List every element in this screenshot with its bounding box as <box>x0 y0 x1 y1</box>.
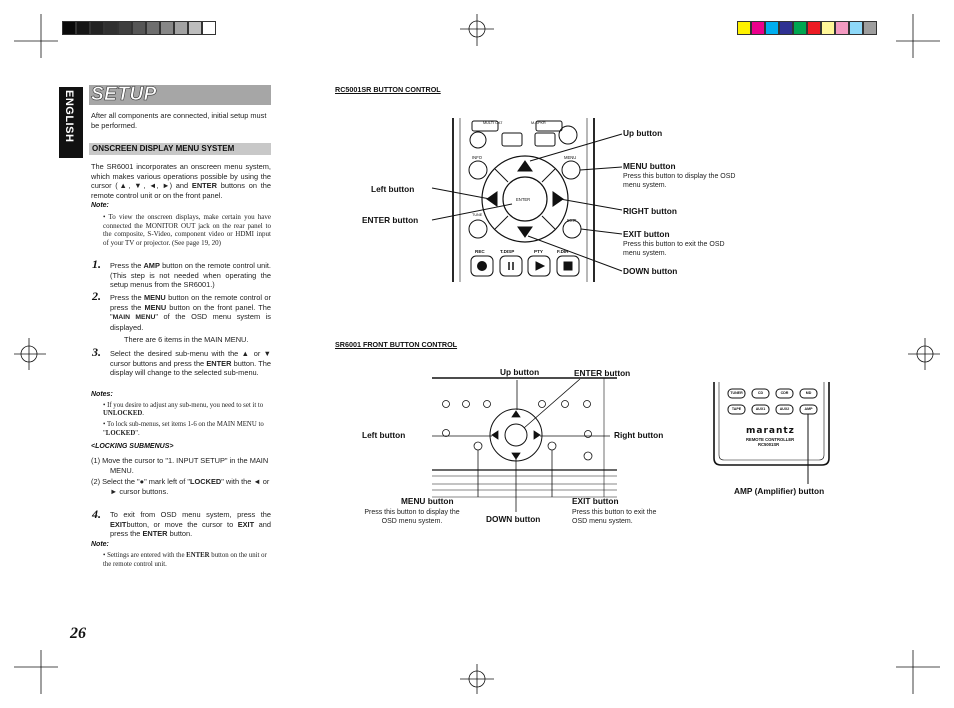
mini-remote-key-label: TUNER <box>730 391 743 395</box>
remote-exit-desc: Press this button to exit the OSD menu system. <box>623 241 725 257</box>
step-4-text-d: button. <box>169 529 193 539</box>
note-text-1: • To view the onscreen displays, make certain you have connected the MONITOR OUT jack on the rear panel to the composite, S-Video, component video or HDMI input of your TV or projector. (See page 19, 20) <box>103 213 271 247</box>
step-2-bold-c: MAIN MENU <box>112 314 156 322</box>
mini-remote-key-label: TAPE <box>731 407 742 411</box>
mini-remote-key-label: AUX2 <box>779 407 790 411</box>
key-enter: ENTER <box>516 197 531 202</box>
key-pty: PTY <box>534 249 543 254</box>
step-2-bold-b: MENU <box>144 302 167 312</box>
mini-remote-caption-2: RC5001SR <box>758 442 780 447</box>
front-menu-desc: Press this button to display the OSD menu system. <box>364 509 460 525</box>
mini-remote-brand: marantz <box>746 426 795 436</box>
locking-item-2-end: " with the ◄ or ► cursor buttons. <box>110 477 270 496</box>
mini-remote-caption-1: REMOTE CONTROLLER <box>746 437 795 442</box>
mini-remote-key-label: CD <box>757 391 764 395</box>
remote-down-label: DOWN button <box>623 266 678 276</box>
page-title: SETUP <box>91 84 157 105</box>
notes-2-item-1: • If you desire to adjust any sub-menu, you need to set it to UNLOCKED. <box>103 402 264 418</box>
language-tab-label: ENGLISH <box>63 90 75 143</box>
page-number: 26 <box>70 625 86 642</box>
remote-right-label: RIGHT button <box>623 206 677 216</box>
remote-diagram-title: RC5001SR BUTTON CONTROL <box>335 85 441 94</box>
mini-remote-key-label: AMP <box>804 407 813 411</box>
key-m-spkr: M-SPKR <box>531 121 546 125</box>
step-1-text-a: Press the <box>110 261 142 270</box>
remote-enter-label: ENTER button <box>362 215 419 225</box>
step-1-bold-a: AMP <box>143 261 160 270</box>
key-tdisp: T.DISP <box>500 249 515 254</box>
notes-2-item-2-end: ". <box>135 429 140 437</box>
step-2-text-a: Press the <box>110 293 142 302</box>
paragraph-text: The SR6001 incorporates an onscreen menu system, which makes various operations possible by using the cursor (▲, ▼, ◄, ►) and <box>91 162 271 191</box>
front-exit-label: EXIT button <box>572 496 619 506</box>
mini-remote-key-label: AUX1 <box>755 407 766 411</box>
step-2-text-b: button on the remote control or press the <box>110 293 271 312</box>
front-menu-label: MENU button <box>401 496 454 506</box>
step-number-1: 1. <box>92 257 101 271</box>
step-4-bold-a: EXIT <box>110 519 127 529</box>
step-1-text-b: button on the remote control unit. (This step is not needed when operating the setup menus from the SR6001.) <box>110 261 271 290</box>
key-menu: MENU <box>564 155 577 160</box>
step-2-extra: There are 6 items in the MAIN MENU. <box>124 335 249 344</box>
notes-2-item-2-text: • To lock sub-menus, set items 1-6 on the MAIN MENU to " <box>103 421 264 437</box>
key-rec: REC <box>475 249 485 254</box>
locking-item-1: (1) Move the cursor to "1. INPUT SETUP" in the MAIN MENU. <box>91 456 269 475</box>
step-2-bold-a: MENU <box>143 293 166 302</box>
key-exit: EXIT <box>567 218 577 223</box>
notes-2-item-1-bold: UNLOCKED <box>103 410 143 418</box>
front-diagram-title: SR6001 FRONT BUTTON CONTROL <box>335 340 458 349</box>
front-right-label: Right button <box>614 430 664 440</box>
step-3-bold-a: ENTER <box>206 358 232 368</box>
notes-2-item-1-text: • If you desire to adjust any sub-menu, you need to set it to <box>103 402 264 409</box>
front-exit-desc: Press this button to exit the OSD menu system. <box>572 509 657 525</box>
front-enter-label: ENTER button <box>574 368 631 378</box>
front-down-label: DOWN button <box>486 514 541 524</box>
remote-menu-label: MENU button <box>623 161 676 171</box>
key-multi-cat: MULTI CAT <box>483 121 503 125</box>
notes-heading-2: Notes: <box>91 391 113 398</box>
locking-heading: <LOCKING SUBMENUS> <box>91 443 174 450</box>
step-number-2: 2. <box>92 289 101 303</box>
front-left-label: Left button <box>362 430 406 440</box>
step-4-bold-b: EXIT <box>237 519 255 529</box>
note-3-text-a: • Settings are entered with the <box>103 552 185 559</box>
step-4-text-b: button, or move the cursor to <box>126 519 234 529</box>
step-3-text-b: button. The display will change to the selected sub-menu. <box>110 358 271 378</box>
step-3-text-a: Select the desired sub-menu with the ▲ or ▼ cursor buttons and press the <box>110 349 271 368</box>
paragraph-text-end: buttons on the remote control unit or on the front panel. <box>91 181 271 200</box>
step-4-bold-c: ENTER <box>142 529 168 539</box>
mini-remote-key-label: CDR <box>780 391 789 395</box>
step-4-text-a: To exit from OSD menu system, press the <box>110 510 271 519</box>
paragraph-bold: ENTER <box>191 181 217 191</box>
locking-item-2-text: (2) Select the "●" mark left of " <box>91 477 191 486</box>
note-3-bold: ENTER <box>186 552 210 559</box>
step-4-text-c: and press the <box>110 519 271 539</box>
step-2-text-d: " of the OSD menu system is displayed. <box>110 312 271 332</box>
front-amp-label: AMP (Amplifier) button <box>734 486 825 496</box>
note-heading-3: Note: <box>91 541 109 548</box>
locking-item-2-bold: LOCKED <box>190 477 222 486</box>
key-info: INFO <box>472 155 483 160</box>
intro-paragraph: After all components are connected, initial setup must be performed. <box>91 111 267 130</box>
remote-left-label: Left button <box>371 184 415 194</box>
key-fdir: F.DIR <box>557 249 569 254</box>
remote-exit-label: EXIT button <box>623 229 670 239</box>
step-number-4: 4. <box>92 507 101 521</box>
note-3-text-b: button on the unit or the remote control unit. <box>103 552 267 568</box>
step-2-text-c: button on the front panel. The " <box>110 302 271 322</box>
remote-menu-desc: Press this button to display the OSD menu system. <box>623 173 736 189</box>
notes-2-item-2-bold: LOCKED <box>105 429 136 437</box>
section-heading: ONSCREEN DISPLAY MENU SYSTEM <box>92 144 235 153</box>
front-up-label: Up button <box>500 367 540 377</box>
remote-up-label: Up button <box>623 128 663 138</box>
step-number-3: 3. <box>92 345 101 359</box>
key-tune: TUNE <box>472 213 483 217</box>
note-heading-1: Note: <box>91 202 109 209</box>
mini-remote-key-label: MD <box>805 391 812 395</box>
